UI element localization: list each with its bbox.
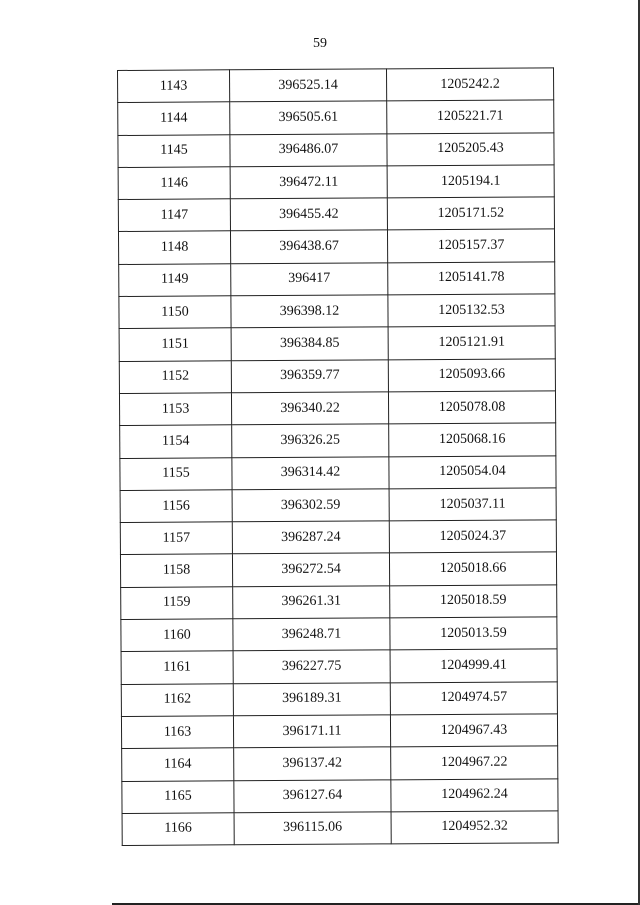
x-coordinate-cell: 396302.59 (232, 489, 389, 522)
point-number-cell: 1149 (119, 264, 231, 297)
y-coordinate-cell: 1205078.08 (388, 391, 555, 424)
table-row (118, 229, 554, 264)
table-row (120, 488, 556, 523)
x-coordinate-cell: 396189.31 (233, 682, 390, 715)
y-coordinate-cell: 1204967.43 (390, 714, 557, 747)
point-number-cell: 1145 (118, 134, 230, 167)
x-coordinate-cell: 396486.07 (230, 133, 387, 166)
x-coordinate-cell: 396525.14 (230, 69, 387, 102)
table-row (119, 391, 555, 426)
x-coordinate-cell: 396398.12 (231, 295, 388, 328)
x-coordinate-cell: 396455.42 (230, 198, 387, 231)
point-number-cell: 1148 (118, 231, 230, 264)
y-coordinate-cell: 1205024.37 (389, 520, 556, 553)
table-row (120, 455, 556, 490)
y-coordinate-cell: 1205171.52 (387, 197, 554, 230)
y-coordinate-cell: 1205054.04 (389, 455, 556, 488)
point-number-cell: 1162 (121, 683, 233, 716)
x-coordinate-cell: 396314.42 (232, 456, 389, 489)
table-row (118, 68, 554, 103)
point-number-cell: 1160 (121, 619, 233, 652)
table-row (118, 100, 554, 135)
point-number-cell: 1156 (120, 490, 232, 523)
x-coordinate-cell: 396115.06 (234, 812, 391, 845)
y-coordinate-cell: 1205221.71 (387, 100, 554, 133)
table-row (120, 520, 556, 555)
table-row (121, 585, 557, 620)
point-number-cell: 1164 (122, 748, 234, 781)
x-coordinate-cell: 396438.67 (230, 230, 387, 263)
y-coordinate-cell: 1205018.66 (389, 552, 556, 585)
y-coordinate-cell: 1205018.59 (390, 585, 557, 618)
x-coordinate-cell: 396505.61 (230, 101, 387, 134)
table-row (121, 714, 557, 749)
x-coordinate-cell: 396137.42 (234, 747, 391, 780)
x-coordinate-cell: 396340.22 (231, 392, 388, 425)
table-row (122, 811, 558, 846)
point-number-cell: 1154 (120, 425, 232, 458)
x-coordinate-cell: 396127.64 (234, 779, 391, 812)
page-number: 59 (313, 36, 327, 51)
coordinate-table (117, 67, 559, 846)
y-coordinate-cell: 1205068.16 (389, 423, 556, 456)
y-coordinate-cell: 1205242.2 (386, 68, 553, 101)
y-coordinate-cell: 1205121.91 (388, 326, 555, 359)
point-number-cell: 1152 (119, 360, 231, 393)
table-row (121, 617, 557, 652)
table-row (119, 359, 555, 394)
x-coordinate-cell: 396472.11 (230, 166, 387, 199)
table-row (122, 778, 558, 813)
table-row (122, 746, 558, 781)
point-number-cell: 1166 (122, 813, 234, 846)
point-number-cell: 1143 (118, 70, 230, 103)
table-row (121, 649, 557, 684)
point-number-cell: 1153 (119, 393, 231, 426)
y-coordinate-cell: 1204967.22 (391, 746, 558, 779)
point-number-cell: 1165 (122, 780, 234, 813)
y-coordinate-cell: 1205194.1 (387, 165, 554, 198)
table-row (118, 197, 554, 232)
table-row (121, 681, 557, 716)
table-row (120, 423, 556, 458)
y-coordinate-cell: 1204999.41 (390, 649, 557, 682)
table-row (118, 165, 554, 200)
x-coordinate-cell: 396384.85 (231, 327, 388, 360)
x-coordinate-cell: 396359.77 (231, 360, 388, 393)
point-number-cell: 1151 (119, 328, 231, 361)
point-number-cell: 1146 (118, 167, 230, 200)
x-coordinate-cell: 396287.24 (232, 521, 389, 554)
point-number-cell: 1163 (121, 716, 233, 749)
table-row (118, 132, 554, 167)
x-coordinate-cell: 396248.71 (233, 618, 390, 651)
y-coordinate-cell: 1204974.57 (390, 681, 557, 714)
table-row (119, 326, 555, 361)
table-row (119, 294, 555, 329)
table-row (119, 262, 555, 297)
y-coordinate-cell: 1205037.11 (389, 488, 556, 521)
y-coordinate-cell: 1205093.66 (388, 359, 555, 392)
y-coordinate-cell: 1205141.78 (388, 262, 555, 295)
x-coordinate-cell: 396227.75 (233, 650, 390, 683)
y-coordinate-cell: 1205157.37 (387, 229, 554, 262)
coordinate-table-container (117, 67, 558, 846)
x-coordinate-cell: 396171.11 (233, 715, 390, 748)
y-coordinate-cell: 1205013.59 (390, 617, 557, 650)
x-coordinate-cell: 396272.54 (232, 553, 389, 586)
y-coordinate-cell: 1205205.43 (387, 132, 554, 165)
table-body (118, 68, 559, 846)
point-number-cell: 1144 (118, 102, 230, 135)
point-number-cell: 1155 (120, 457, 232, 490)
point-number-cell: 1157 (120, 522, 232, 555)
point-number-cell: 1150 (119, 296, 231, 329)
x-coordinate-cell: 396417 (231, 263, 388, 296)
point-number-cell: 1158 (120, 554, 232, 587)
point-number-cell: 1159 (121, 587, 233, 620)
y-coordinate-cell: 1204952.32 (391, 811, 558, 844)
x-coordinate-cell: 396326.25 (232, 424, 389, 457)
y-coordinate-cell: 1204962.24 (391, 778, 558, 811)
table-row (120, 552, 556, 587)
point-number-cell: 1161 (121, 651, 233, 684)
x-coordinate-cell: 396261.31 (233, 586, 390, 619)
y-coordinate-cell: 1205132.53 (388, 294, 555, 327)
point-number-cell: 1147 (118, 199, 230, 232)
